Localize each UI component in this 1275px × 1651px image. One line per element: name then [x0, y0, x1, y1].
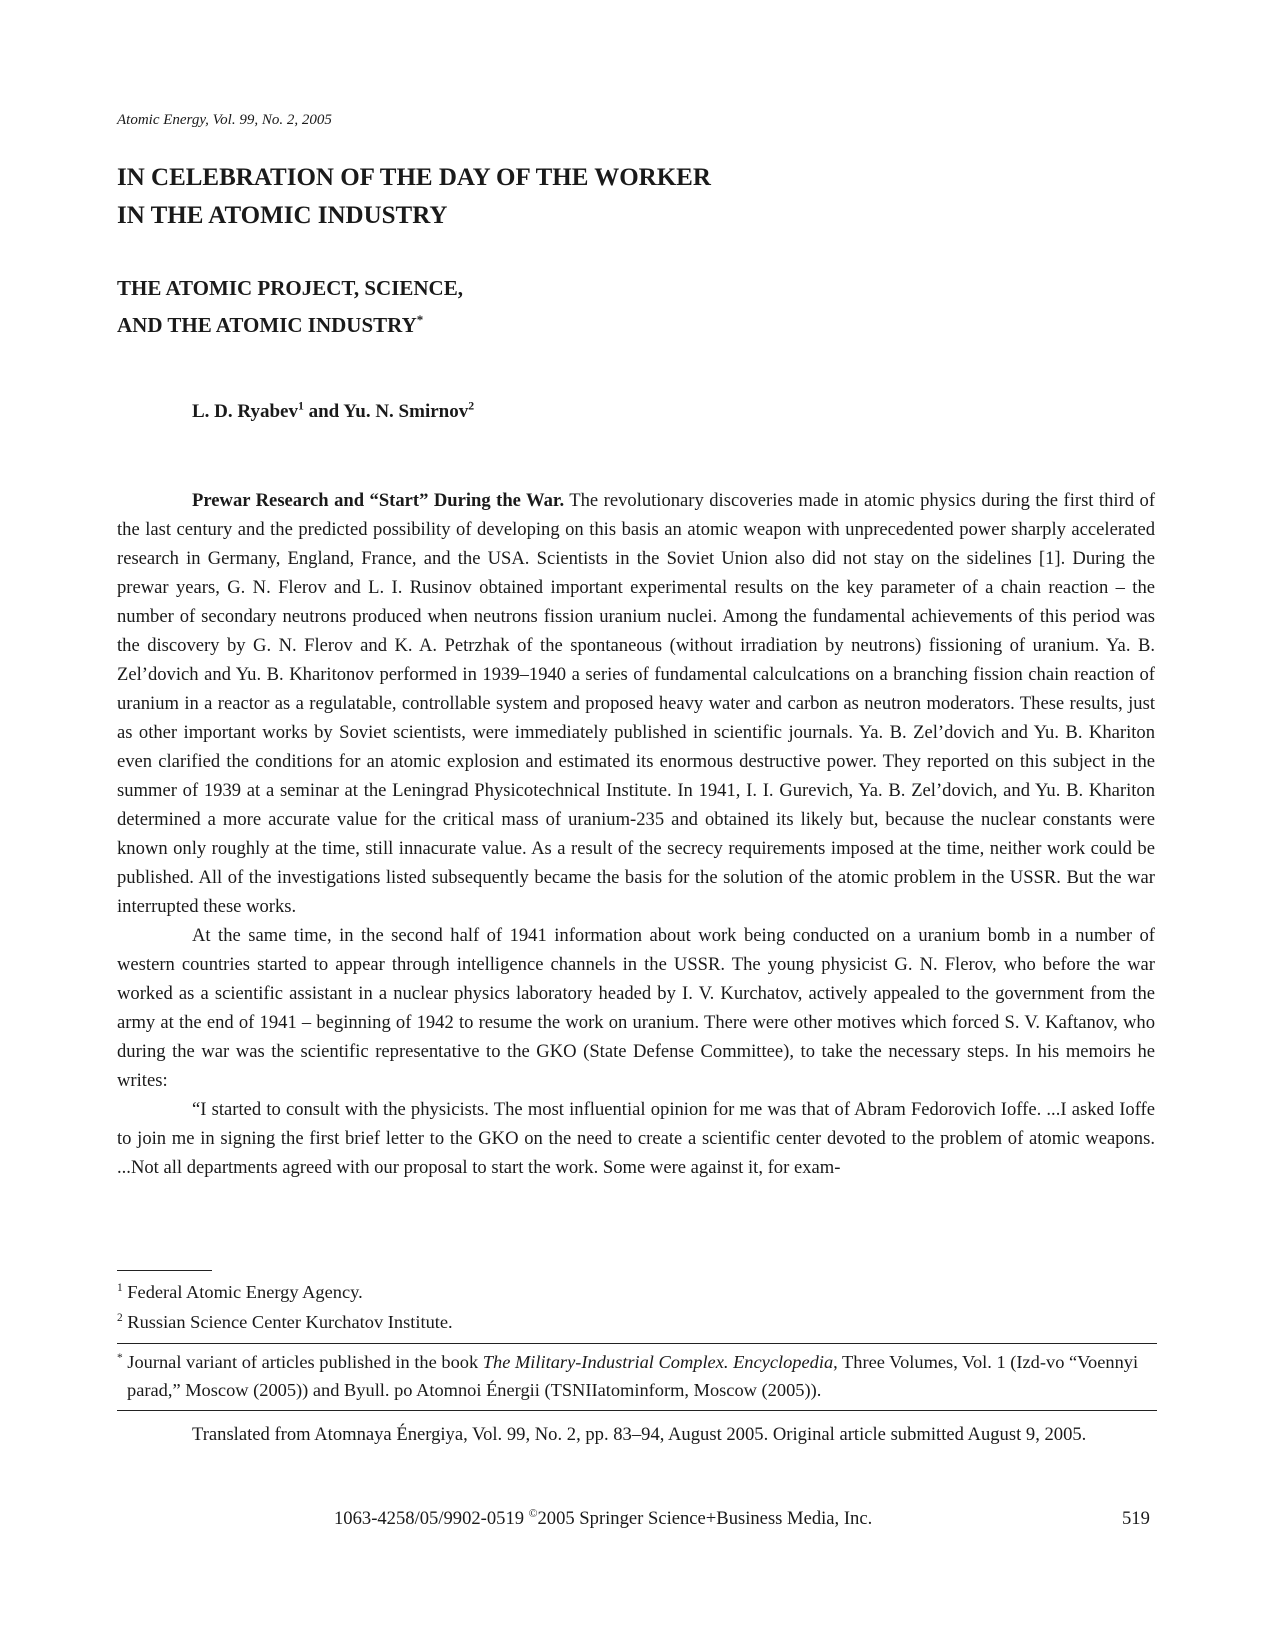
- subtitle-line-1: THE ATOMIC PROJECT, SCIENCE,: [117, 276, 463, 300]
- article-section-title: [117, 159, 1017, 235]
- footnote-1: [117, 1278, 1155, 1306]
- footnote-rule: [117, 1343, 1157, 1344]
- footnote-2-text: Russian Science Center Kurchatov Institute.: [122, 1312, 453, 1332]
- footnote-1-text: Federal Atomic Energy Agency.: [122, 1282, 363, 1302]
- publisher-text: 2005 Springer Science+Business Media, Inc.: [537, 1508, 873, 1529]
- footnote-3-mark: *: [117, 1351, 123, 1364]
- issn-code: 1063-4258/05/9902-0519: [334, 1508, 529, 1529]
- translation-note: [117, 1420, 1155, 1450]
- footnote-3-book-title: The Military-Industrial Complex. Encyclopedia: [482, 1352, 834, 1372]
- page-number: 519: [1122, 1508, 1150, 1529]
- author-2: Yu. N. Smirnov: [343, 401, 469, 422]
- section-run-in-heading: Prewar Research and “Start” During the War.: [192, 490, 565, 511]
- subtitle-line-2-text: AND THE ATOMIC INDUSTRY: [117, 313, 417, 337]
- author-conjunction: and: [303, 401, 344, 422]
- footnote-2: [117, 1308, 1155, 1336]
- copyright-symbol: ©: [528, 1507, 538, 1520]
- title-line-1: IN CELEBRATION OF THE DAY OF THE WORKER: [117, 164, 711, 191]
- article-body: [117, 486, 1155, 1182]
- body-paragraph-3: “I started to consult with the physicists. The most influential opinion for me was that of Abram Fedorovich Ioffe. ...I asked Ioffe to join me in signing the first brief letter to the GKO on the need to create a scientific center devoted to the problem of atomic weapons. ...Not all departments agreed with our proposal to start the work. Some were against it, for exam-: [117, 1099, 1155, 1178]
- footnote-2-mark: 2: [117, 1311, 123, 1324]
- translation-note-text: Translated from Atomnaya Énergiya, Vol. 99, No. 2, pp. 83–94, August 2005. Original article submitted August 9, 2005.: [192, 1424, 1087, 1445]
- author-2-affiliation-mark: 2: [468, 399, 475, 413]
- footnote-1-mark: 1: [117, 1281, 123, 1294]
- journal-citation: Atomic Energy, Vol. 99, No. 2, 2005: [117, 112, 332, 128]
- footnote-separator: [117, 1270, 212, 1271]
- body-paragraph-1-text: The revolutionary discoveries made in atomic physics during the first third of the last century and the predicted possibility of developing on this basis an atomic weapon with unprecedented power sharply accelerated research in Germany, England, France, and the USA. Scientists in the Soviet Union also did not stay on the sidelines [1]. During the prewar years, G. N. Flerov and L. I. Rusinov obtained important experimental results on the key parameter of a chain reaction – the number of secondary neutrons produced when neutrons fission uranium nuclei. Among the fundamental achievements of this period was the discovery by G. N. Flerov and K. A. Petrzhak of the spontaneous (without irradiation by neutrons) fissioning of uranium. Ya. B. Zel’dovich and Yu. B. Kharitonov performed in 1939–1940 a series of fundamental calculcations on a branching fission chain reaction of uranium in a reactor as a regulatable, controllable system and proposed heavy water and carbon as neutron moderators. These results, just as other important works by Soviet scientists, were immediately published in scientific journals. Ya. B. Zel’dovich and Yu. B. Khariton even clarified the conditions for an atomic explosion and estimated its enormous destructive power. They reported on this subject in the summer of 1939 at a seminar at the Leningrad Physicotechnical Institute. In 1941, I. I. Gurevich, Ya. B. Zel’dovich, and Yu. B. Khariton determined a more accurate value for the critical mass of uranium-235 and obtained its likely but, because the nuclear constants were known only roughly at the time, still innacurate value. As a result of the secrecy requirements imposed at the time, neither work could be published. All of the investigations listed subsequently became the basis for the solution of the atomic problem in the USSR. But the war interrupted these works.: [117, 490, 1156, 917]
- author-1-affiliation-mark: 1: [297, 399, 304, 413]
- author-1: L. D. Ryabev: [192, 401, 298, 422]
- article-title: [117, 270, 817, 344]
- body-paragraph-2: At the same time, in the second half of 1941 information about work being conducted on a uranium bomb in a number of western countries started to appear through intelligence channels in the USSR. The young physicist G. N. Flerov, who before the war worked as a scientific assistant in a nuclear physics laboratory headed by I. V. Kurchatov, actively appealed to the government from the army at the end of 1941 – beginning of 1942 to resume the work on uranium. There were other motives which forced S. V. Kaftanov, who during the war was the scientific representative to the GKO (State Defense Committee), to take the necessary steps. In his memoirs he writes:: [117, 925, 1155, 1091]
- subtitle-line-2: [117, 307, 817, 344]
- subtitle-footnote-mark: *: [416, 312, 424, 327]
- body-paragraph-1: [117, 486, 1155, 921]
- copyright-line: [334, 1508, 872, 1530]
- footnote-3: [117, 1348, 1157, 1404]
- author-list: [192, 401, 474, 423]
- footnote-3-text-b: , Three Volumes, Vol. 1 (Izd-vo “Voennyi parad,” Moscow (2005)) and Byull. po Atomnoi Énergii (TSNIIatominform, Moscow (2005)).: [127, 1352, 1139, 1400]
- footnote-3-text-a: Journal variant of articles published in the book: [122, 1352, 483, 1372]
- title-line-2: IN THE ATOMIC INDUSTRY: [117, 202, 448, 229]
- translation-rule: [117, 1410, 1157, 1411]
